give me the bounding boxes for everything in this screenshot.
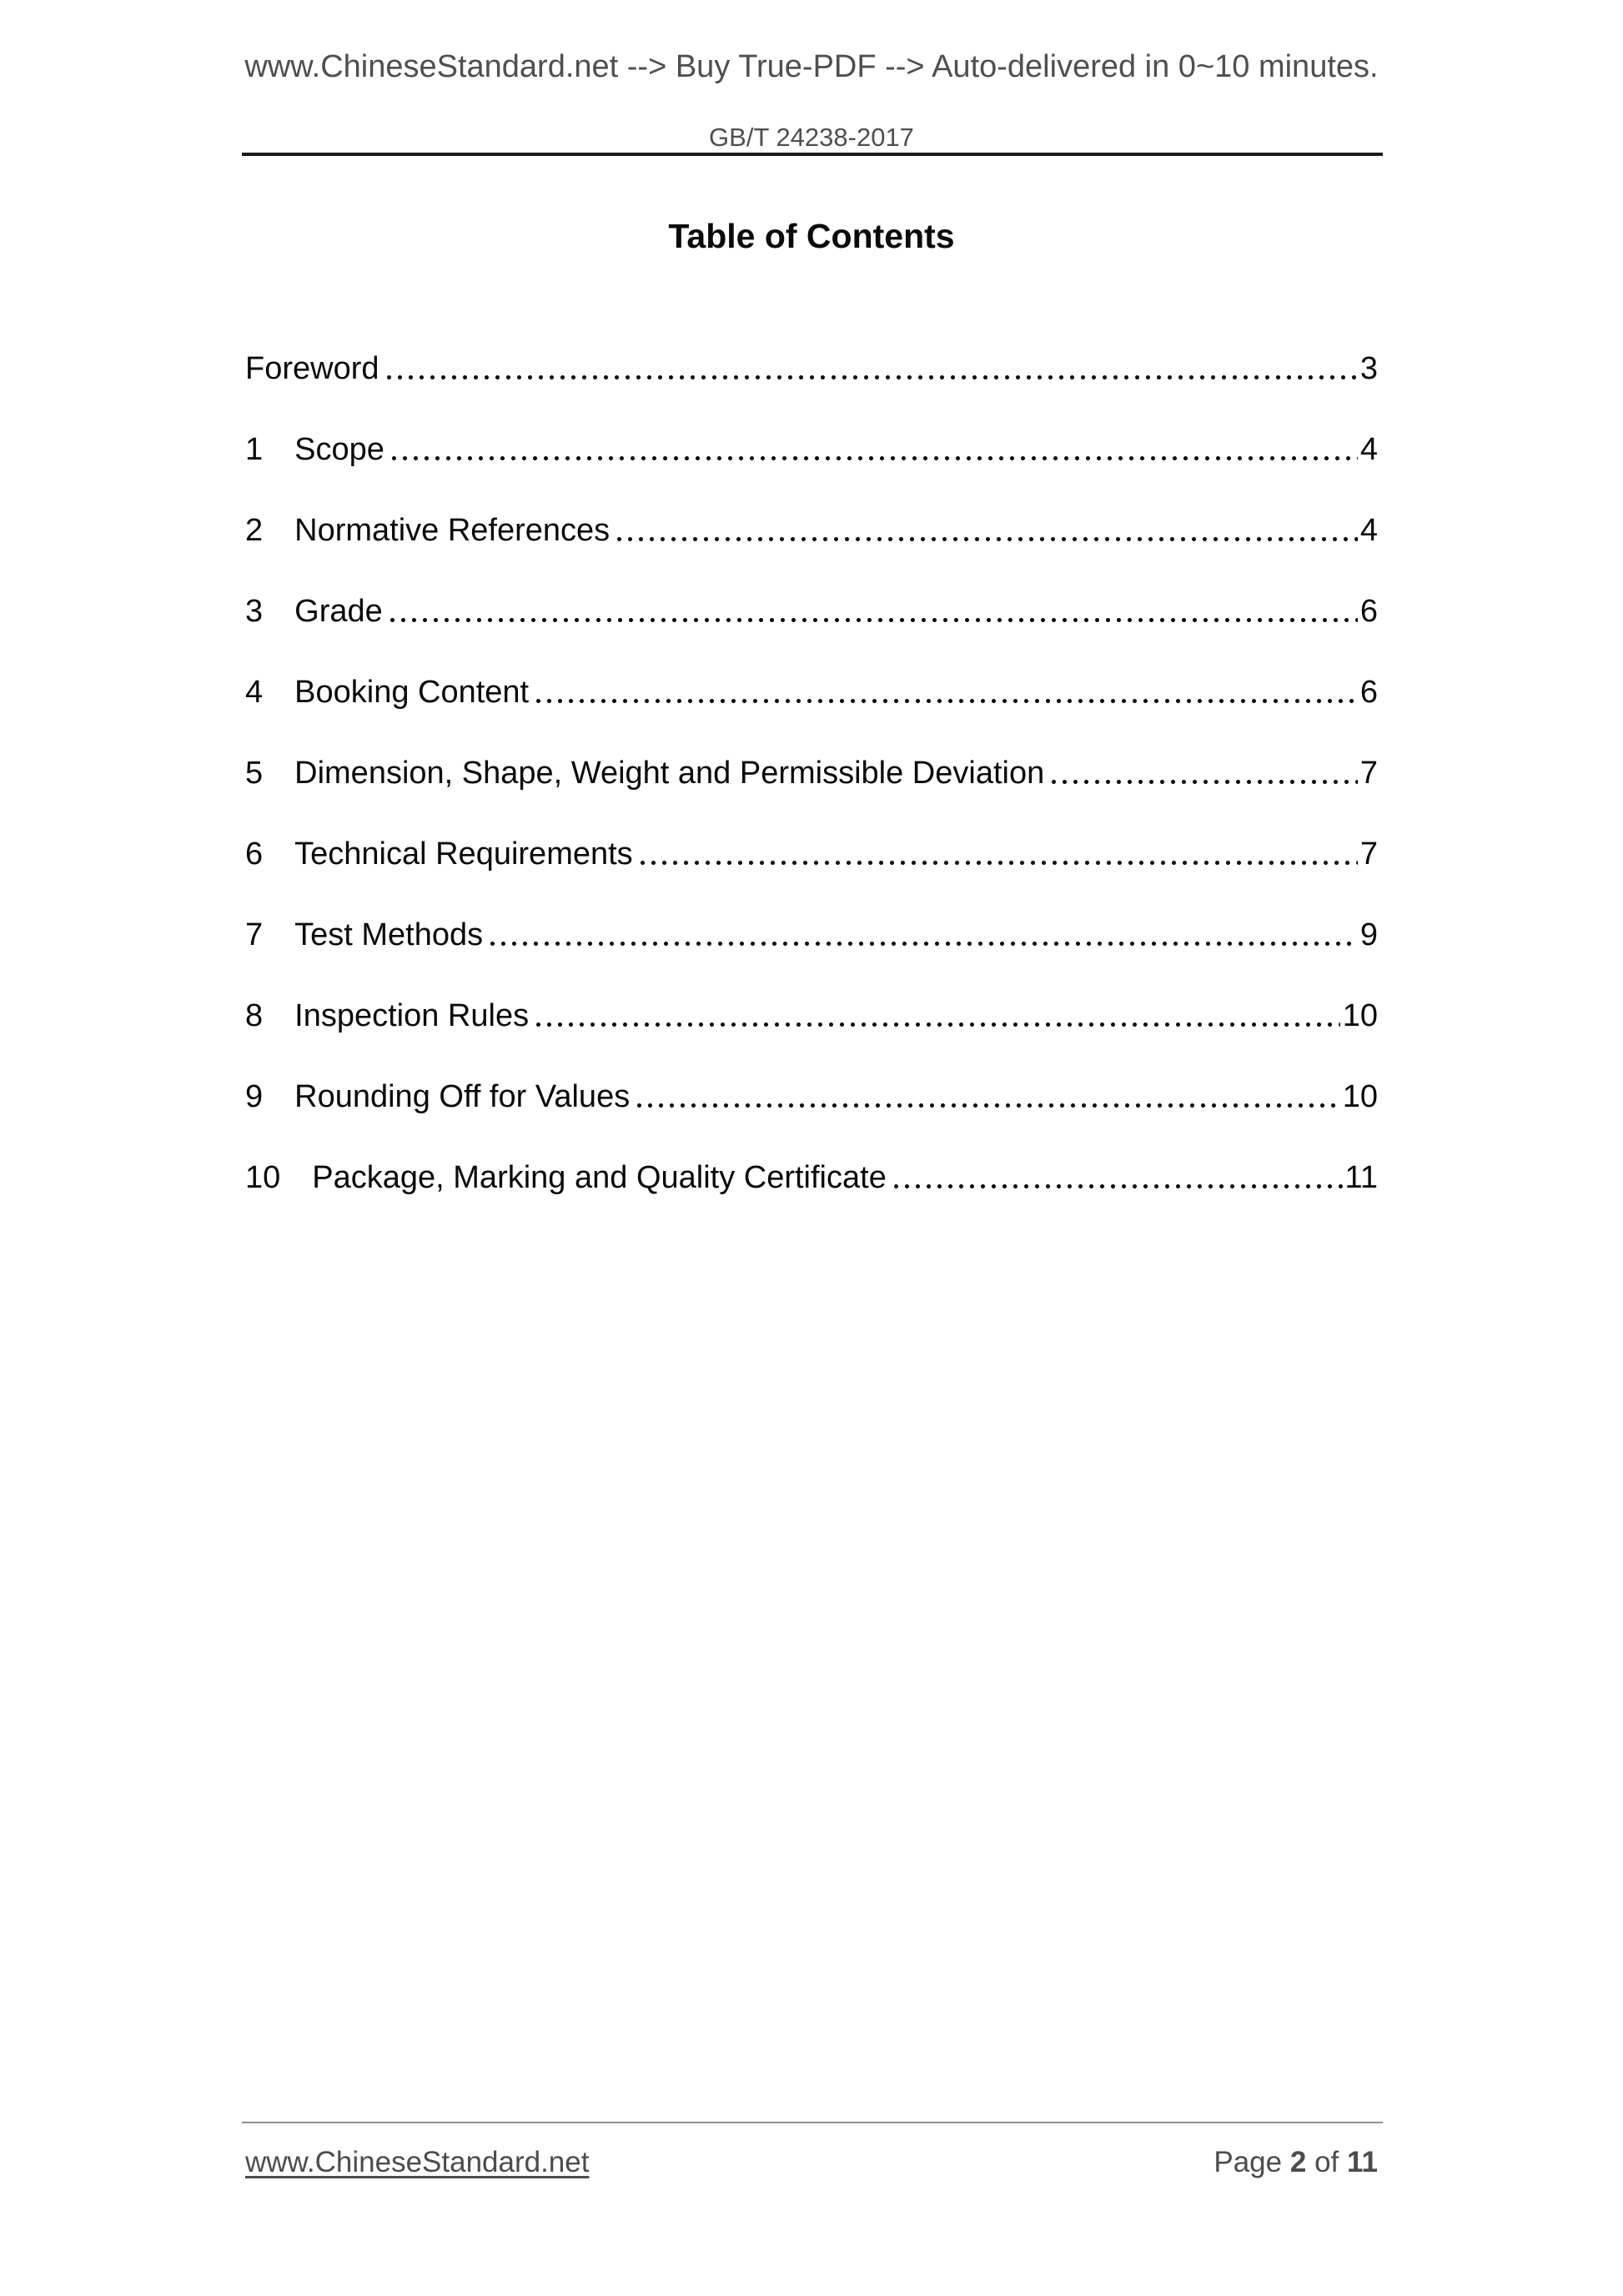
toc-entry-label: Technical Requirements bbox=[294, 837, 633, 872]
footer-divider bbox=[242, 2122, 1383, 2123]
toc-entry bbox=[245, 837, 1378, 871]
toc-entry-number: 9 bbox=[245, 1079, 264, 1114]
header-divider bbox=[242, 153, 1383, 156]
footer-site-link[interactable]: www.ChineseStandard.net bbox=[245, 2146, 590, 2178]
toc-entry bbox=[245, 676, 1378, 709]
toc-entry-page: 6 bbox=[1359, 594, 1378, 629]
dot-leader bbox=[1052, 780, 1358, 784]
toc-entry-page: 7 bbox=[1359, 837, 1378, 872]
dot-leader bbox=[617, 537, 1358, 541]
toc-entry-label: Package, Marking and Quality Certificate bbox=[312, 1160, 887, 1195]
dot-leader bbox=[392, 456, 1358, 460]
toc-entry-page: 11 bbox=[1344, 1160, 1378, 1195]
dot-leader bbox=[641, 861, 1358, 865]
toc-entry-number: 1 bbox=[245, 432, 264, 467]
toc-entry-label: Booking Content bbox=[294, 675, 530, 710]
page-indicator bbox=[1213, 2143, 1378, 2182]
toc-entry-page: 6 bbox=[1359, 675, 1378, 710]
toc-entry-label: Dimension, Shape, Weight and Permissible Deviation bbox=[294, 756, 1045, 791]
toc-entry-number: 8 bbox=[245, 998, 264, 1033]
page-indicator-current: 2 bbox=[1289, 2146, 1307, 2178]
toc-entry-number: 7 bbox=[245, 917, 264, 952]
toc-entry bbox=[245, 352, 1378, 385]
toc-entry-number: 2 bbox=[245, 513, 264, 548]
dot-leader bbox=[490, 942, 1358, 946]
header-promo-text: www.ChineseStandard.net --> Buy True-PDF --> Auto-delivered in 0~10 minutes. bbox=[244, 49, 1379, 84]
toc-entry-label: Grade bbox=[294, 594, 383, 629]
toc-entry-label: Rounding Off for Values bbox=[294, 1079, 631, 1114]
toc-entry-number: 6 bbox=[245, 837, 264, 872]
toc-entry-label: Normative References bbox=[294, 513, 611, 548]
toc-entry-label: Foreword bbox=[245, 351, 379, 386]
toc-entry bbox=[245, 1161, 1378, 1194]
toc-entry-page: 9 bbox=[1359, 917, 1378, 952]
footer bbox=[245, 2143, 1378, 2182]
table-of-contents bbox=[245, 352, 1378, 1242]
standard-code: GB/T 24238-2017 bbox=[709, 123, 914, 152]
toc-entry-page: 4 bbox=[1359, 432, 1378, 467]
dot-leader bbox=[387, 375, 1358, 379]
toc-entry-page: 4 bbox=[1359, 513, 1378, 548]
toc-entry-label: Scope bbox=[294, 432, 384, 467]
page-indicator-label: Page bbox=[1213, 2146, 1283, 2178]
toc-entry-number: 3 bbox=[245, 594, 264, 629]
toc-entry bbox=[245, 999, 1378, 1032]
toc-entry bbox=[245, 514, 1378, 547]
dot-leader bbox=[536, 1022, 1340, 1027]
toc-entry-page: 7 bbox=[1359, 756, 1378, 791]
toc-entry bbox=[245, 918, 1378, 952]
toc-entry-page: 10 bbox=[1342, 998, 1378, 1033]
toc-entry bbox=[245, 433, 1378, 466]
toc-entry bbox=[245, 756, 1378, 790]
dot-leader bbox=[536, 699, 1358, 703]
dot-leader bbox=[894, 1184, 1343, 1188]
toc-entry-page: 10 bbox=[1342, 1079, 1378, 1114]
page-title: Table of Contents bbox=[668, 217, 955, 255]
toc-entry-page: 3 bbox=[1359, 351, 1378, 386]
dot-leader bbox=[637, 1103, 1340, 1108]
toc-entry-number: 10 bbox=[245, 1160, 281, 1195]
toc-entry-label: Inspection Rules bbox=[294, 998, 530, 1033]
toc-entry-number: 4 bbox=[245, 675, 264, 710]
dot-leader bbox=[390, 618, 1358, 622]
toc-entry-label: Test Methods bbox=[294, 917, 484, 952]
toc-entry-number: 5 bbox=[245, 756, 264, 791]
page-indicator-of: of bbox=[1314, 2146, 1339, 2178]
page-indicator-total: 11 bbox=[1347, 2146, 1378, 2178]
toc-entry bbox=[245, 595, 1378, 628]
toc-entry bbox=[245, 1080, 1378, 1113]
